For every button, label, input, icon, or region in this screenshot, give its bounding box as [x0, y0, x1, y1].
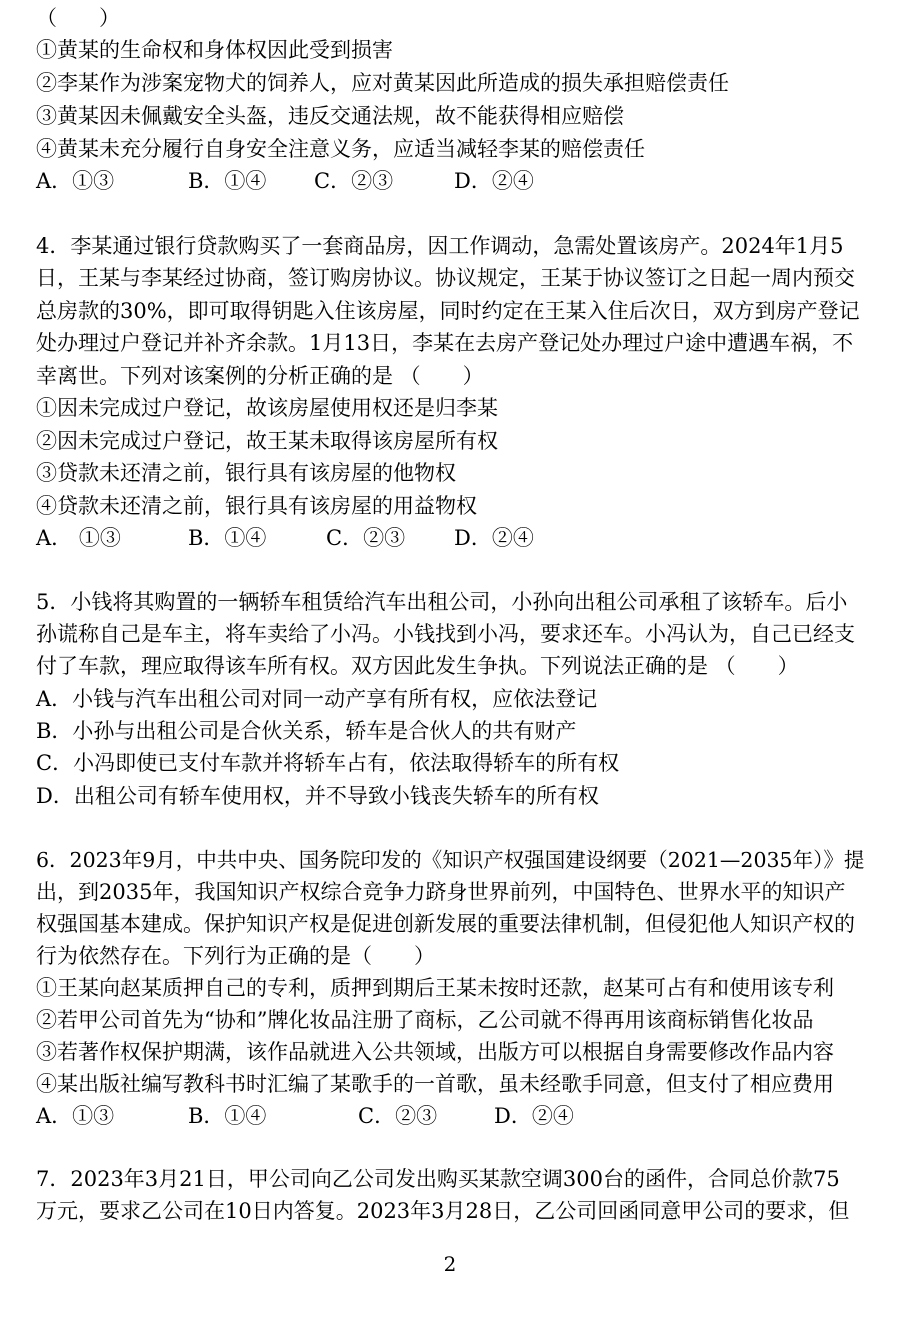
q4-stem-line: 幸离世。下列对该案例的分析正确的是 （ ）: [36, 364, 484, 388]
q6-option-d: D．②④: [494, 1104, 574, 1128]
q6-option-b: B．①④: [188, 1104, 267, 1128]
q4-option-c: C．②③: [326, 526, 406, 550]
q6-stem-line: 出，到2035年，我国知识产权综合竞争力跻身世界前列，中国特色、世界水平的知识产: [36, 880, 846, 904]
q3-option-b: B．①④: [188, 169, 267, 193]
q4-stem-line: 处办理过户登记并补齐余款。1月13日，李某在去房产登记处办理过户途中遭遇车祸，不: [36, 331, 854, 355]
q4-stem-line: 日，王某与李某经过协商，签订购房协议。协议规定，王某于协议签订之日起一周内预交: [36, 266, 855, 290]
q6-item: ②若甲公司首先为“协和”牌化妆品注册了商标，乙公司就不得再用该商标销售化妆品: [36, 1008, 814, 1032]
q4-item: ②因未完成过户登记，故王某未取得该房屋所有权: [36, 429, 498, 453]
q5-stem-line: 孙谎称自己是车主，将车卖给了小冯。小钱找到小冯，要求还车。小冯认为，自己已经支: [36, 622, 855, 646]
q5-option: A．小钱与汽车出租公司对同一动产享有所有权，应依法登记: [36, 687, 598, 711]
q5-option: B．小孙与出租公司是合伙关系，轿车是合伙人的共有财产: [36, 719, 577, 743]
q5-option: C．小冯即使已支付车款并将轿车占有，依法取得轿车的所有权: [36, 751, 620, 775]
q3-item: ①黄某的生命权和身体权因此受到损害: [36, 38, 393, 62]
q4-option-d: D．②④: [454, 526, 534, 550]
q6-stem-line: 权强国基本建成。保护知识产权是促进创新发展的重要法律机制，但侵犯他人知识产权的: [36, 912, 855, 936]
q3-option-c: C．②③: [314, 169, 394, 193]
q6-stem-line: 6．2023年9月，中共中央、国务院印发的《知识产权强国建设纲要（2021—2035年）》提: [36, 848, 865, 872]
q4-item: ③贷款未还清之前，银行具有该房屋的他物权: [36, 461, 456, 485]
q4-option-b: B．①④: [188, 526, 267, 550]
q4-item: ①因未完成过户登记，故该房屋使用权还是归李某: [36, 396, 498, 420]
page-number: 2: [443, 1252, 457, 1276]
q5-stem-line: 付了车款，理应取得该车所有权。双方因此发生争执。下列说法正确的是 （ ）: [36, 654, 799, 678]
q6-item: ④某出版社编写教科书时汇编了某歌手的一首歌，虽未经歌手同意，但支付了相应费用: [36, 1072, 834, 1096]
q3-option-d: D．②④: [454, 169, 534, 193]
q3-stem-tail: （ ）: [36, 6, 120, 30]
q5-stem-line: 5．小钱将其购置的一辆轿车租赁给汽车出租公司，小孙向出租公司承租了该轿车。后小: [36, 590, 848, 614]
q4-stem-line: 4．李某通过银行贷款购买了一套商品房，因工作调动，急需处置该房产。2024年1月5: [36, 234, 844, 258]
q3-option-a: A．①③: [36, 169, 115, 193]
q6-item: ①王某向赵某质押自己的专利，质押到期后王某未按时还款，赵某可占有和使用该专利: [36, 976, 834, 1000]
q3-item: ③黄某因未佩戴安全头盔，违反交通法规，故不能获得相应赔偿: [36, 104, 624, 128]
q4-option-a: A． ①③: [36, 526, 121, 550]
q4-item: ④贷款未还清之前，银行具有该房屋的用益物权: [36, 494, 477, 518]
q3-item: ④黄某未充分履行自身安全注意义务，应适当减轻李某的赔偿责任: [36, 137, 645, 161]
q6-stem-line: 行为依然存在。下列行为正确的是（ ）: [36, 944, 435, 968]
q5-option: D．出租公司有轿车使用权，并不导致小钱丧失轿车的所有权: [36, 784, 599, 808]
q7-stem-line: 7．2023年3月21日，甲公司向乙公司发出购买某款空调300台的函件，合同总价款75: [36, 1167, 840, 1191]
q6-option-a: A．①③: [36, 1104, 115, 1128]
q4-stem-line: 总房款的30%，即可取得钥匙入住该房屋，同时约定在王某入住后次日，双方到房产登记: [36, 299, 860, 323]
q7-stem-line: 万元，要求乙公司在10日内答复。2023年3月28日，乙公司回函同意甲公司的要求，但: [36, 1199, 850, 1223]
q3-item: ②李某作为涉案宠物犬的饲养人，应对黄某因此所造成的损失承担赔偿责任: [36, 71, 729, 95]
q6-item: ③若著作权保护期满，该作品就进入公共领域，出版方可以根据自身需要修改作品内容: [36, 1040, 834, 1064]
q6-option-c: C．②③: [358, 1104, 438, 1128]
